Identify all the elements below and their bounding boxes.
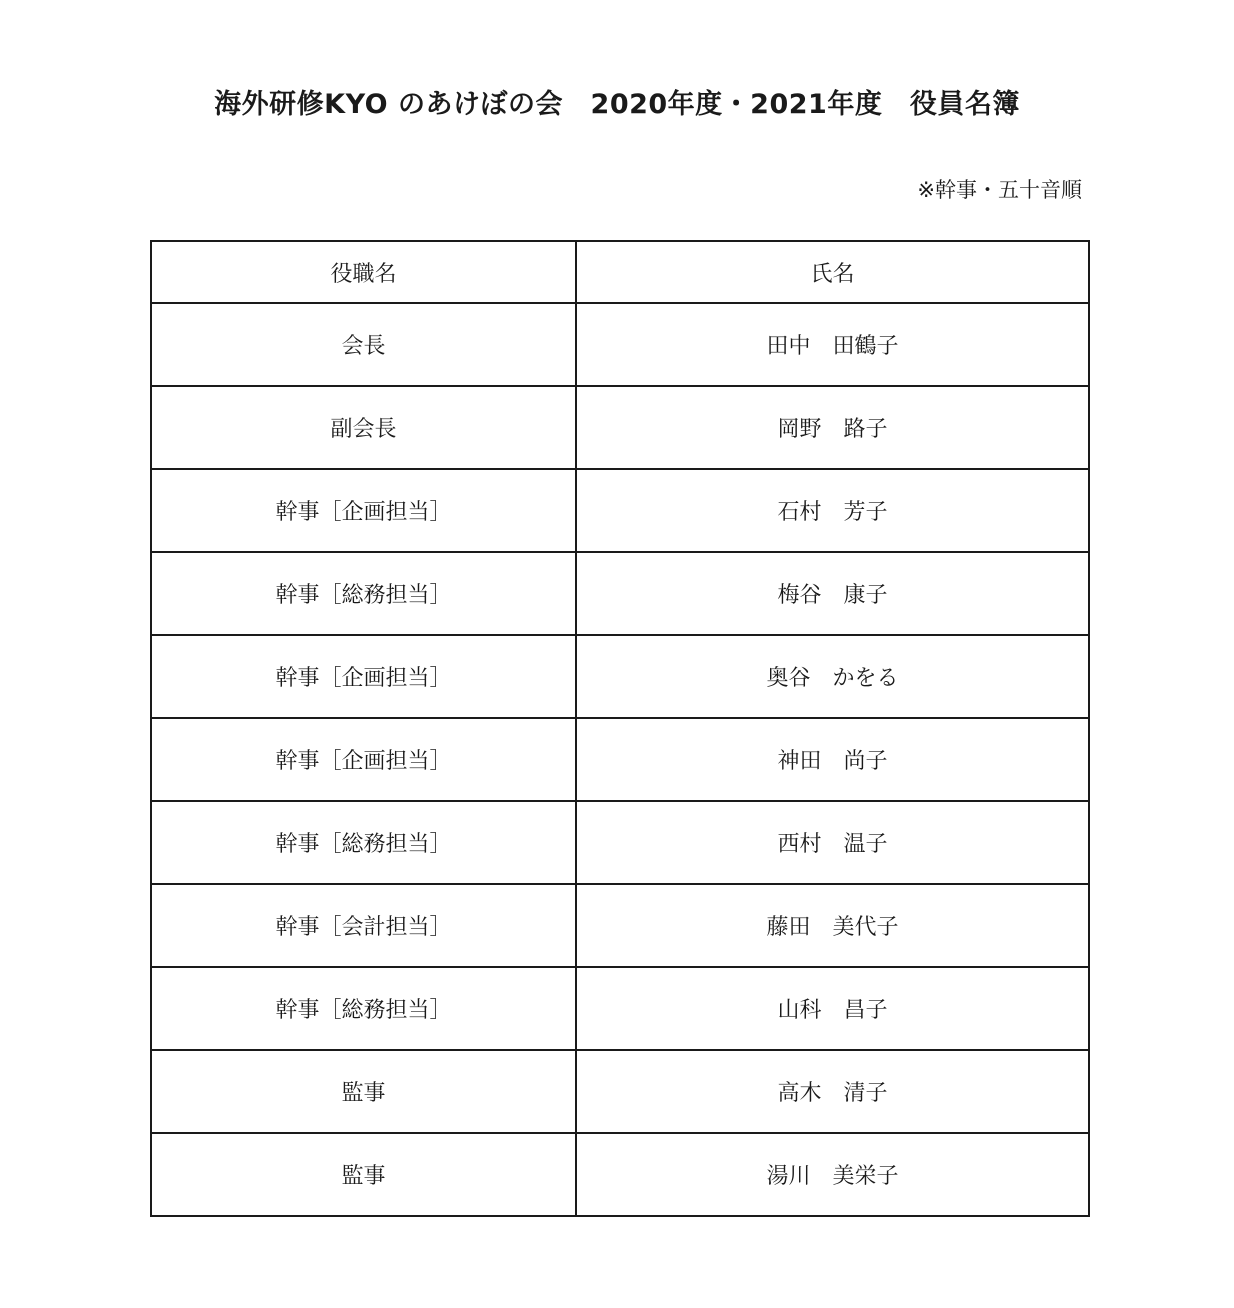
name-cell: 湯川 美栄子	[576, 1133, 1089, 1216]
table-row	[151, 884, 1089, 967]
header-role: 役職名	[151, 241, 576, 303]
table-row	[151, 469, 1089, 552]
role-cell: 監事	[151, 1133, 576, 1216]
name-cell: 神田 尚子	[576, 718, 1089, 801]
name-cell: 山科 昌子	[576, 967, 1089, 1050]
role-cell: 幹事［企画担当］	[151, 469, 576, 552]
role-cell: 幹事［会計担当］	[151, 884, 576, 967]
table-row	[151, 386, 1089, 469]
role-cell: 幹事［企画担当］	[151, 718, 576, 801]
role-cell: 監事	[151, 1050, 576, 1133]
name-cell: 西村 温子	[576, 801, 1089, 884]
role-cell: 幹事［総務担当］	[151, 552, 576, 635]
name-cell: 高木 清子	[576, 1050, 1089, 1133]
role-cell: 幹事［総務担当］	[151, 801, 576, 884]
role-cell: 会長	[151, 303, 576, 386]
table-header-row	[151, 241, 1089, 303]
name-cell: 石村 芳子	[576, 469, 1089, 552]
table-row	[151, 1133, 1089, 1216]
page-title: 海外研修KYO のあけぼの会 2020年度・2021年度 役員名簿	[214, 89, 1020, 120]
header-name: 氏名	[576, 241, 1089, 303]
name-cell: 奥谷 かをる	[576, 635, 1089, 718]
table-row	[151, 967, 1089, 1050]
table-row	[151, 635, 1089, 718]
name-cell: 藤田 美代子	[576, 884, 1089, 967]
table-row	[151, 303, 1089, 386]
officer-roster-table	[150, 240, 1090, 1217]
sort-order-note: ※幹事・五十音順	[917, 178, 1082, 202]
name-cell: 岡野 路子	[576, 386, 1089, 469]
table-row	[151, 1050, 1089, 1133]
role-cell: 幹事［総務担当］	[151, 967, 576, 1050]
name-cell: 田中 田鶴子	[576, 303, 1089, 386]
role-cell: 副会長	[151, 386, 576, 469]
table-row	[151, 552, 1089, 635]
table-row	[151, 801, 1089, 884]
table-row	[151, 718, 1089, 801]
role-cell: 幹事［企画担当］	[151, 635, 576, 718]
name-cell: 梅谷 康子	[576, 552, 1089, 635]
